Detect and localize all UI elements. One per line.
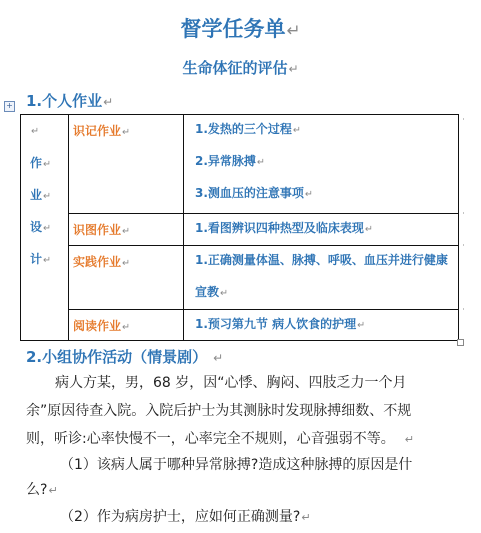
document-subtitle: 生命体征的评估↵ <box>182 59 299 77</box>
paragraph-mark: ↵ <box>292 125 301 136</box>
paragraph-mark: ↵ <box>43 191 52 202</box>
case-paragraph <box>26 369 462 454</box>
category-cell: 识记作业↵ <box>69 115 184 214</box>
document-title: 督学任务单↵ <box>180 17 301 41</box>
paragraph-mark: ↵ <box>364 224 373 235</box>
item-text: 1.发热的三个过程↵ <box>195 122 301 136</box>
row-end-mark: ˙ <box>461 244 466 255</box>
category-cell: 阅读作业↵ <box>69 310 184 341</box>
paragraph-mark: ↵ <box>43 159 52 170</box>
table-move-handle-icon[interactable]: + <box>4 101 15 112</box>
item-text: 3.测血压的注意事项↵ <box>195 186 313 200</box>
items-cell: 1.预习第九节 病人饮食的护理↵ <box>184 310 459 341</box>
item-text: 宣教↵ <box>195 285 229 299</box>
question-1: （1）该病人属于哪种异常脉搏?造成这种脉搏的原因是什 <box>60 457 413 473</box>
case-line: 病人方某，男，68 岁，因“心悸、胸闷、四肢乏力一个月 <box>55 375 407 391</box>
paragraph-mark: ↵ <box>304 189 313 200</box>
paragraph-mark: ↵ <box>43 223 52 234</box>
question-1-continued: 么?↵ <box>26 482 58 498</box>
items-cell <box>184 115 459 214</box>
table-resize-handle[interactable] <box>457 339 464 346</box>
case-line: 则，听诊:心率快慢不一，心率完全不规则，心音强弱不等。 ↵ <box>26 431 415 447</box>
homework-table <box>20 114 459 341</box>
paragraph-mark: ↵ <box>48 484 58 497</box>
row-end-mark: ˙ <box>461 308 466 319</box>
paragraph-mark: ↵ <box>220 288 229 299</box>
paragraph-mark: ↵ <box>122 322 131 333</box>
paragraph-mark: ↵ <box>213 351 224 365</box>
row-end-mark: ˙ <box>461 212 466 223</box>
items-cell <box>184 246 459 310</box>
paragraph-mark: ↵ <box>122 258 131 269</box>
paragraph-mark: ↵ <box>31 126 40 137</box>
case-line: 余”原因待查入院。入院后护士为其测脉时发现脉搏细数、不规 <box>26 403 412 419</box>
question-2: （2）作为病房护士，应如何正确测量?↵ <box>60 509 311 525</box>
section-heading-individual-work: 1.个人作业↵ <box>26 92 114 110</box>
paragraph-mark: ↵ <box>288 62 299 76</box>
paragraph-mark: ↵ <box>122 127 131 138</box>
paragraph-mark: ↵ <box>122 226 131 237</box>
category-cell: 识图作业↵ <box>69 214 184 246</box>
paragraph-mark: ↵ <box>43 255 52 266</box>
item-text: 1.正确测量体温、脉搏、呼吸、血压并进行健康 <box>195 253 448 267</box>
section-heading-group-activity: 2.小组协作活动（情景剧） ↵ <box>26 348 224 366</box>
items-cell: 1.看图辨识四种热型及临床表现↵ <box>184 214 459 246</box>
paragraph-mark: ↵ <box>256 157 265 168</box>
paragraph-mark: ↵ <box>404 433 415 446</box>
homework-design-label: ↵ 作↵ 业↵ 设↵ 计↵ <box>21 115 69 341</box>
paragraph-mark: ↵ <box>286 20 301 40</box>
row-end-mark: ˙ <box>461 118 466 129</box>
paragraph-mark: ↵ <box>357 320 366 331</box>
paragraph-mark: ↵ <box>301 511 311 524</box>
item-text: 2.异常脉搏↵ <box>195 154 265 168</box>
category-cell: 实践作业↵ <box>69 246 184 310</box>
paragraph-mark: ↵ <box>103 95 114 109</box>
